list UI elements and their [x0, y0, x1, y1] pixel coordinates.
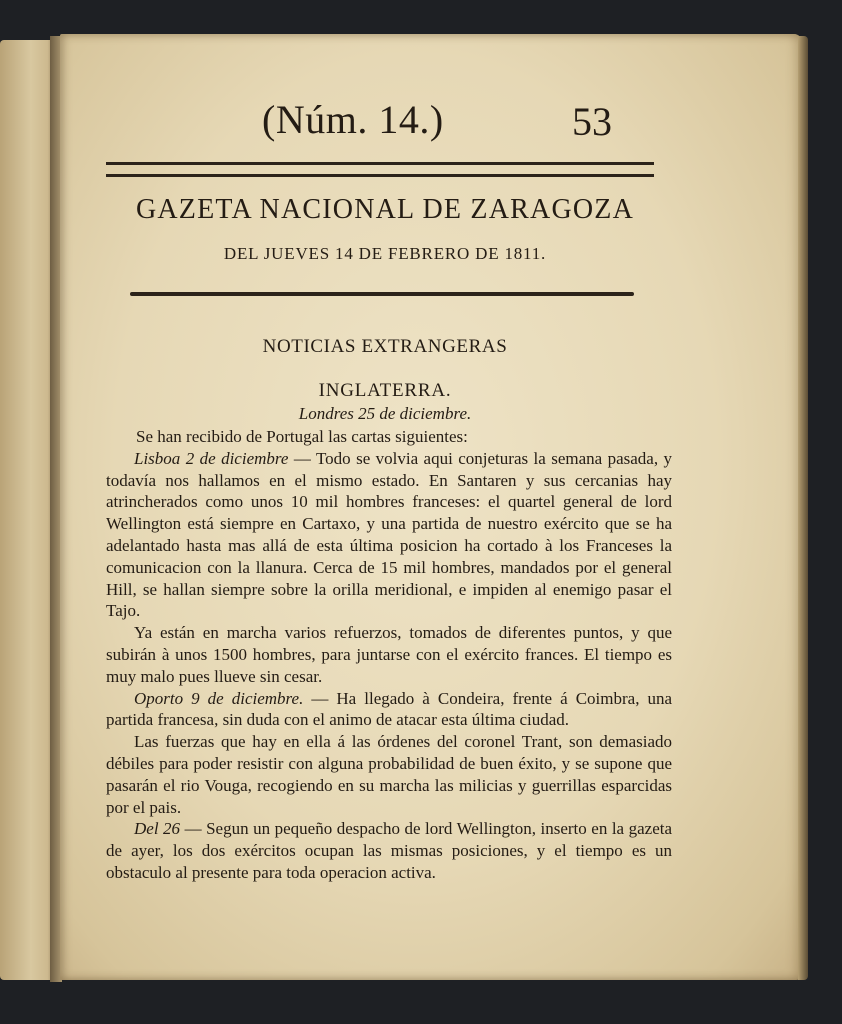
newspaper-title: GAZETA NACIONAL DE ZARAGOZA: [135, 194, 635, 225]
paragraph-text-del-26: — Segun un pequeño despacho de lord Wellington, inserto en la gazeta de ayer, los dos exércitos ocupan las mismas posiciones, y el tiempo es un obstaculo al presente para toda operacion activa.: [106, 819, 673, 882]
thick-rule-divider: [130, 292, 634, 296]
page-number: 53: [572, 99, 612, 144]
paragraph-lisboa: [106, 448, 672, 622]
place-date-line: Londres 25 de diciembre.: [298, 404, 472, 423]
paragraph-del-26: [106, 818, 672, 883]
paragraph-text-lisboa: — Todo se volvia aqui conjeturas la semana pasada, y todavía nos hallamos en el mismo estado. En Santaren y sus cercanias hay atrincherados como unos 10 mil hombres franceses: el quartel general de lord Wellington está siempre en Cartaxo, y una partida de nuestro exército que se ha adelantado hasta mas allá de esta última posicion ha cortado à los Franceses la comunicacion con la llanura. Cerca de 15 mil hombres, mandados por el general Hill, se hallan siempre sobre la orilla meridional, e impiden al enemigo pasar el Tajo.: [106, 448, 673, 621]
issue-number: (Núm. 14.): [262, 97, 444, 142]
page-header: [60, 96, 802, 156]
paragraph-fuerzas: Las fuerzas que hay en ella á las órdenes del coronel Trant, son demasiado débiles para poder resistir con alguna probabilidad de buen éxito, y se supone que pasarán el rio Vouga, recogiendo en su marcha las milicias y guerrillas esparcidas por el pais.: [106, 732, 672, 817]
paragraph-text-oporto: — Ha llegado à Condeira, frente á Coimbra, una partida francesa, sin duda con el animo de atacar esta última ciudad.: [106, 688, 673, 730]
paragraph-lead-del-26: Del 26: [134, 819, 181, 839]
paragraph-lead-oporto: Oporto 9 de diciembre.: [134, 688, 304, 708]
section-heading: NOTICIAS EXTRANGERAS: [262, 336, 508, 357]
double-rule-divider: [106, 162, 654, 177]
page-fore-edge: [798, 36, 808, 980]
issue-dateline: DEL JUEVES 14 DE FEBRERO DE 1811.: [223, 244, 547, 263]
paragraph-refuerzos: Ya están en marcha varios refuerzos, tomados de diferentes puntos, y que subirán à unos 1500 hombres, para juntarse con el exército frances. El tiempo es muy malo pues llueve sin cesar.: [106, 623, 672, 686]
paragraph-oporto: [106, 688, 672, 732]
country-heading: INGLATERRA.: [318, 380, 452, 401]
paragraph-intro: Se han recibido de Portugal las cartas siguientes:: [136, 427, 468, 446]
paragraph-lead-lisboa: Lisboa 2 de diciembre: [134, 448, 289, 468]
newspaper-page: [60, 34, 802, 980]
facing-page-edge: [0, 40, 56, 980]
article-body: [106, 426, 672, 884]
